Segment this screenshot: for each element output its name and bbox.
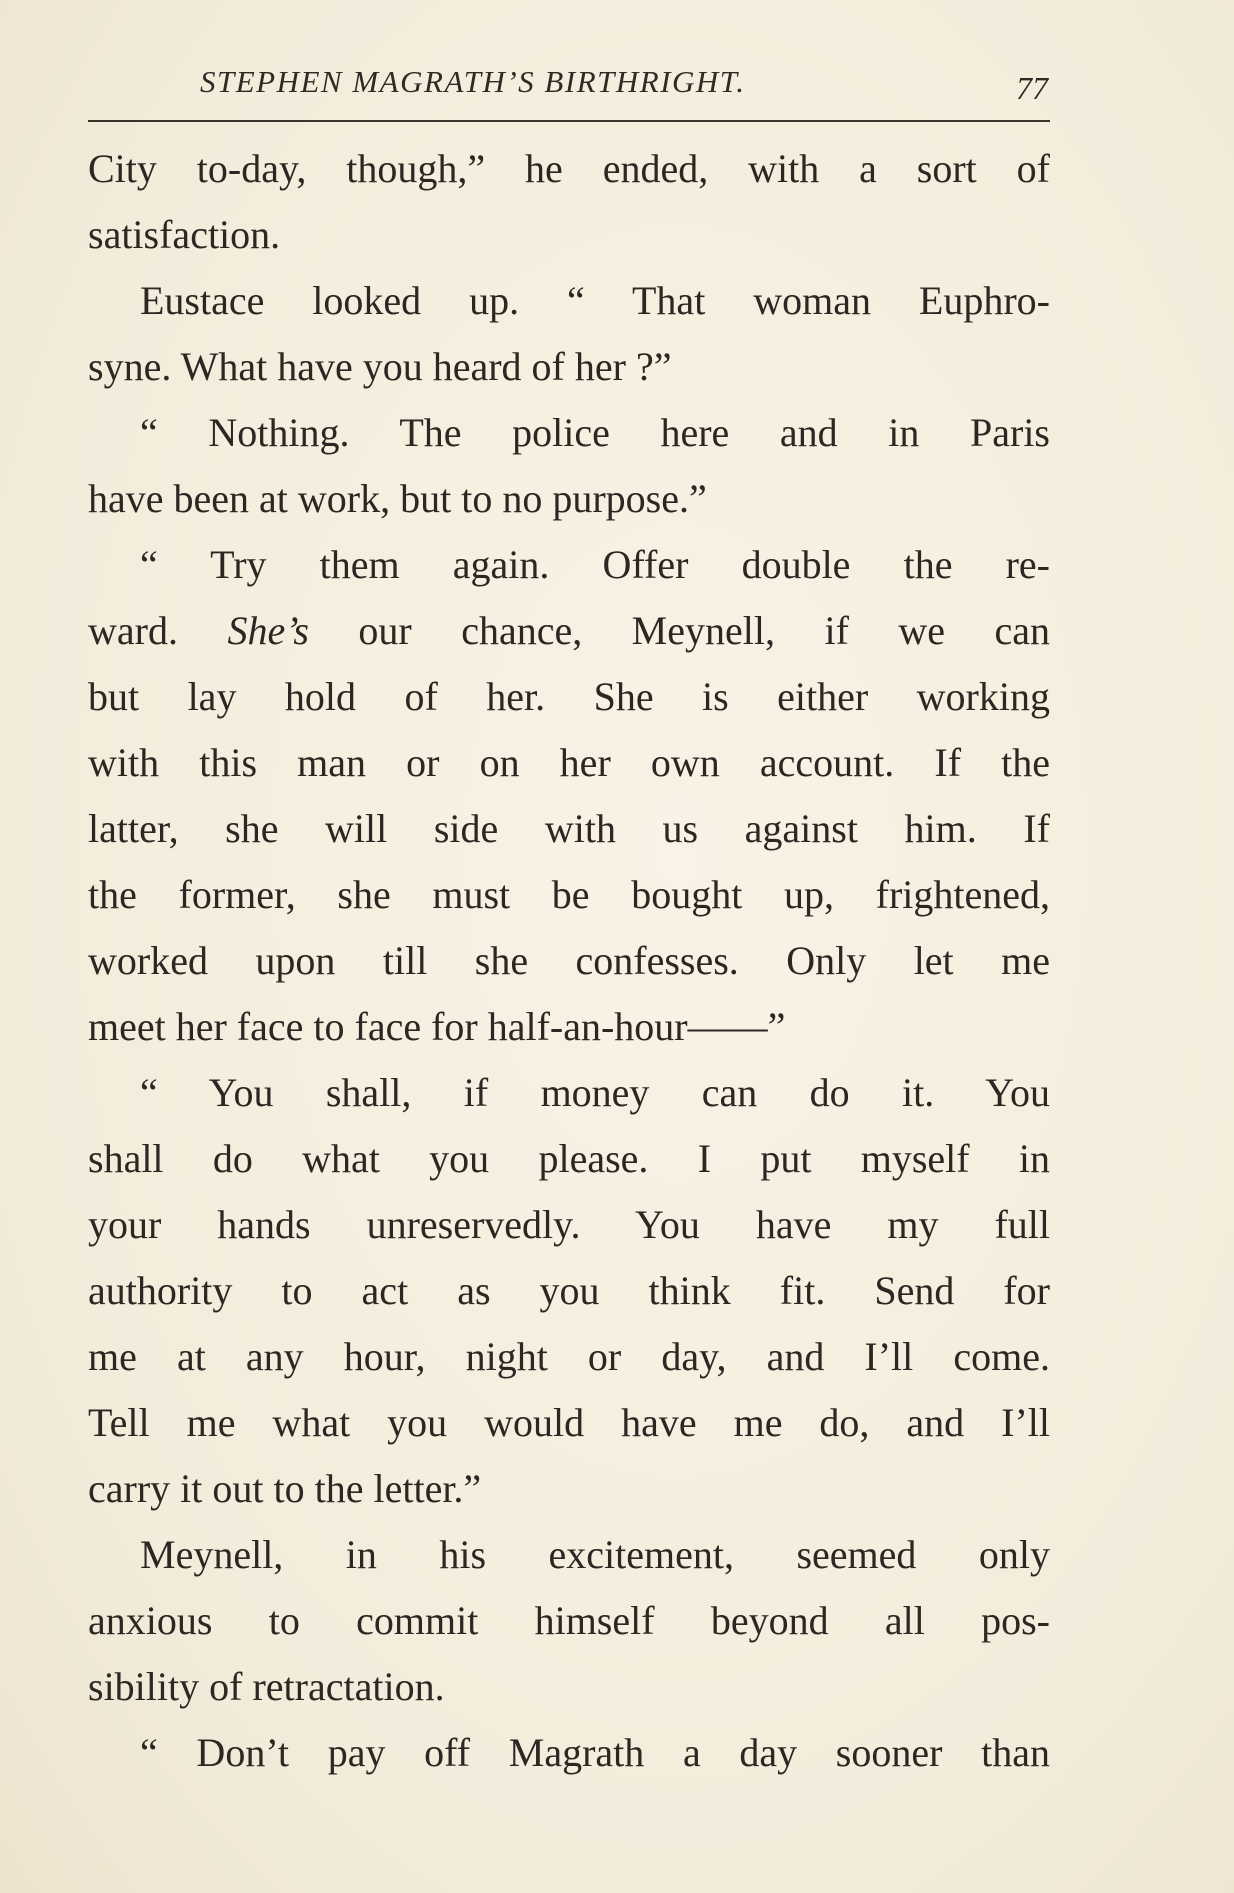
text-segment: our chance, Meynell, if we can (308, 608, 1050, 653)
text-line: meet her face to face for half-an-hour——” (88, 1004, 786, 1049)
text-line: worked upon till she confesses. Only let me (88, 938, 1050, 983)
running-head (88, 56, 1048, 116)
text-line: Meynell, in his excitement, seemed only (140, 1532, 1050, 1577)
body-text (88, 136, 1050, 1786)
text-line: syne. What have you heard of her ?” (88, 344, 672, 389)
text-line: have been at work, but to no purpose.” (88, 476, 707, 521)
text-line: shall do what you please. I put myself in (88, 1136, 1050, 1181)
text-line: sibility of retractation. (88, 1664, 445, 1709)
text-line: carry it out to the letter.” (88, 1466, 482, 1511)
text-line: me at any hour, night or day, and I’ll come. (88, 1334, 1050, 1379)
text-line: “ Don’t pay off Magrath a day sooner than (140, 1730, 1050, 1775)
text-line: latter, she will side with us against him. If (88, 806, 1050, 851)
page-number: 77 (1016, 70, 1048, 106)
text-line (88, 598, 1050, 664)
text-line: City to-day, though,” he ended, with a sort of (88, 146, 1050, 191)
text-line: satisfaction. (88, 212, 281, 257)
italic-emphasis: She’s (227, 608, 309, 653)
text-line: Tell me what you would have me do, and I’ll (88, 1400, 1050, 1445)
text-line: anxious to commit himself beyond all pos- (88, 1598, 1050, 1643)
text-line: your hands unreservedly. You have my full (88, 1202, 1050, 1247)
text-line: Eustace looked up. “ That woman Euphro- (140, 278, 1050, 323)
text-line: “ You shall, if money can do it. You (140, 1070, 1050, 1115)
text-line: “ Nothing. The police here and in Paris (140, 410, 1050, 455)
text-line: authority to act as you think fit. Send for (88, 1268, 1050, 1313)
text-line: but lay hold of her. She is either working (88, 674, 1050, 719)
text-line: the former, she must be bought up, frightened, (88, 872, 1050, 917)
text-segment: ward. (88, 608, 228, 653)
text-line: “ Try them again. Offer double the re- (140, 542, 1050, 587)
text-line: with this man or on her own account. If the (88, 740, 1050, 785)
running-title: STEPHEN MAGRATH’S BIRTHRIGHT. (200, 64, 746, 99)
header-rule (88, 120, 1050, 122)
